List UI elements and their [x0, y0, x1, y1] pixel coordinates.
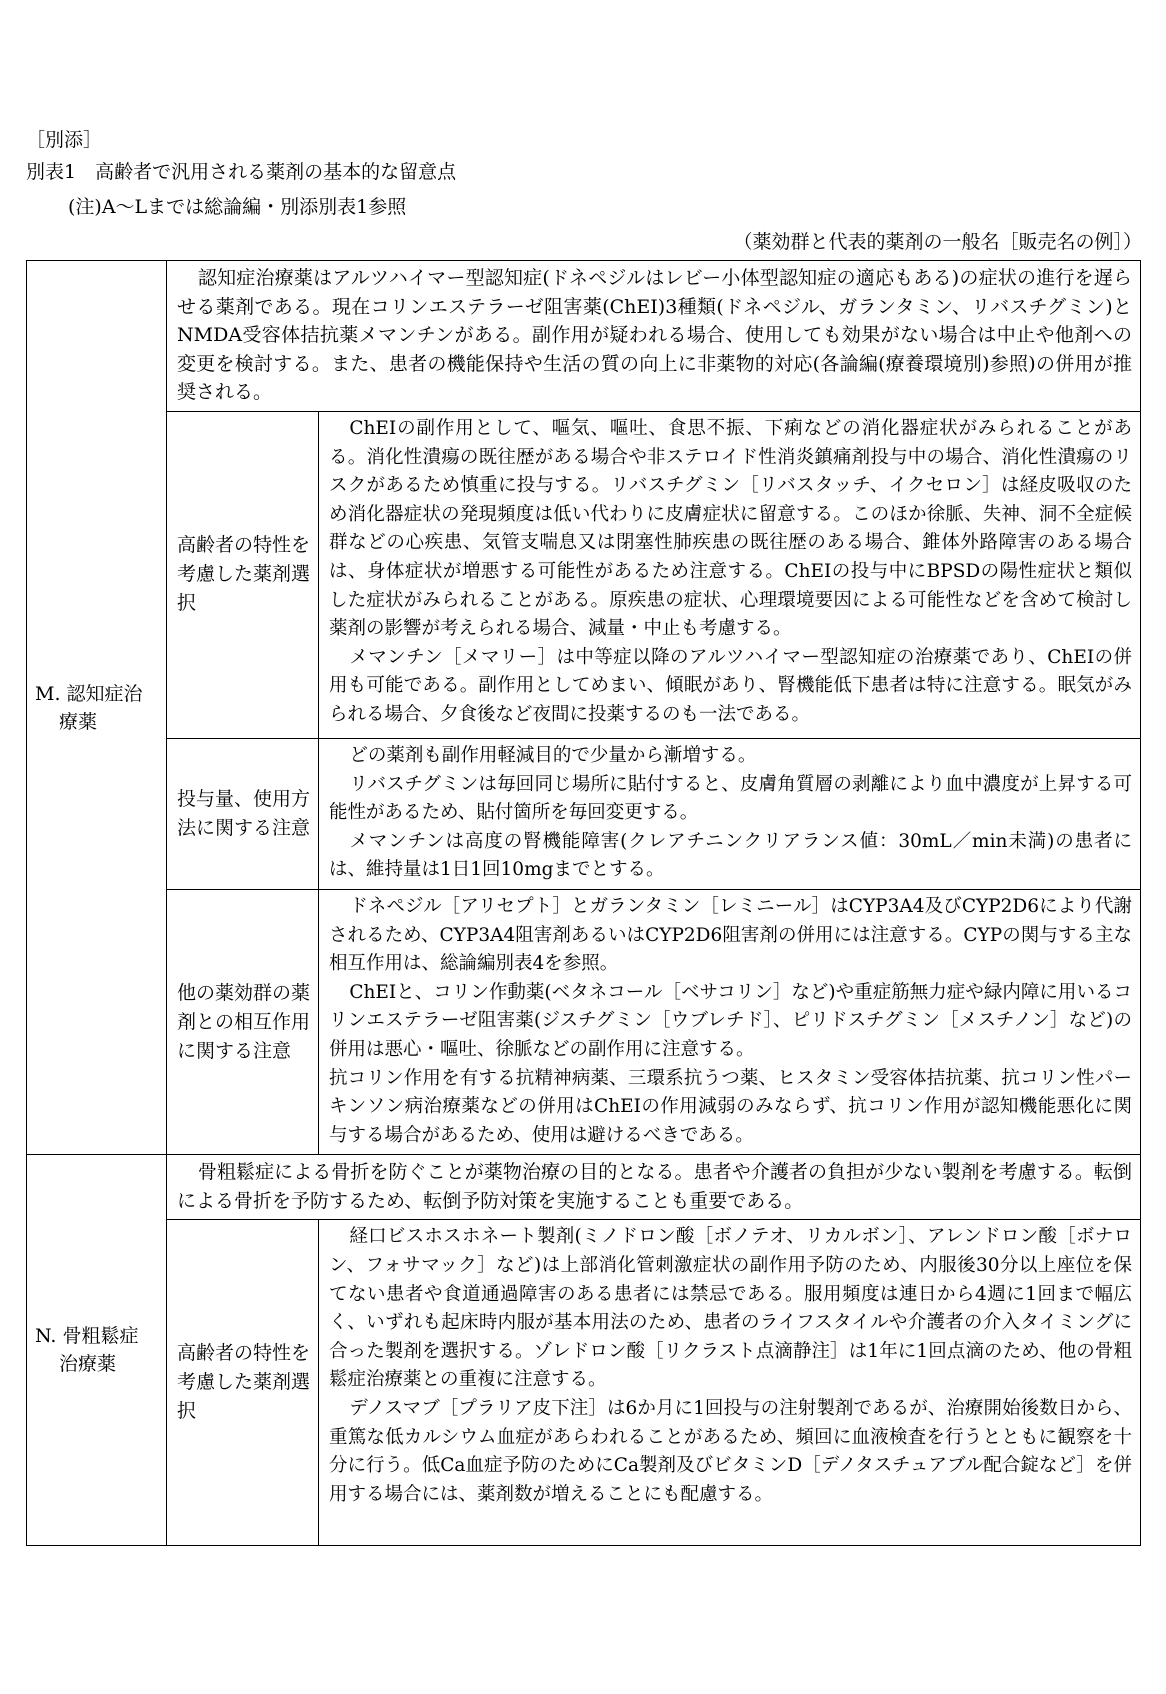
content-paragraph: リバスチグミンは毎回同じ場所に貼付すると、皮膚角質層の剥離により血中濃度が上昇する可能性があるため、貼付箇所を毎回変更する。	[329, 773, 1132, 824]
subcategory-cell	[167, 738, 319, 889]
drug-table	[26, 260, 1141, 1546]
content-cell	[319, 411, 1141, 738]
content-paragraph: ドネペジル［アリセプト］とガランタミン［レミニール］はCYP3A4及びCYP2D6により代謝されるため、CYP3A4阻害剤あるいはCYP2D6阻害剤の併用には注意する。CYPの関与する主な相互作用は、総論編別表4を参照。	[329, 895, 1132, 975]
content-paragraph: ChEIと、コリン作動薬(ベタネコール［ベサコリン］など)や重症筋無力症や緑内障に用いるコリンエステラーゼ阻害薬(ジスチグミン［ウブレチド］、ピリドスチグミン［メスチノン］など)の併用は悪心・嘔吐、徐脈などの副作用に注意する。	[329, 981, 1132, 1060]
subcategory-label: 投与量、使用方法に関する注意	[177, 787, 311, 839]
category-cell-m	[27, 261, 167, 1155]
table-row	[27, 411, 1141, 738]
intro-cell	[167, 261, 1141, 412]
section-intro: 認知症治療薬はアルツハイマー型認知症(ドネペジルはレビー小体型認知症の適応もある)の症状の進行を遅らせる薬剤である。現在コリンエステラーゼ阻害薬(ChEI)3種類(ドネペジル、ガランタミン、リバスチグミン)とNMDA受容体拮抗薬メマンチンがある。副作用が疑われる場合、使用しても効果がない場合は中止や他剤への変更を検討する。また、患者の機能保持や生活の質の向上に非薬物的対応(各論編(療養環境別)参照)の併用が推奨される。	[177, 267, 1132, 404]
section-intro: 骨粗鬆症による骨折を防ぐことが薬物治療の目的となる。患者や介護者の負担が少ない製剤を考慮する。転倒による骨折を予防するため、転倒予防対策を実施することも重要である。	[177, 1161, 1132, 1212]
subcategory-label: 高齢者の特性を考慮した薬剤選択	[177, 1342, 311, 1423]
category-cell-n	[27, 1155, 167, 1546]
subcategory-cell	[167, 1220, 319, 1546]
attachment-label: ［別添］	[26, 129, 103, 151]
category-label-line1: M. 認知症治	[35, 682, 143, 705]
category-label-line2: 療薬	[59, 710, 98, 733]
content-paragraph: メマンチンは高度の腎機能障害(クレアチニンクリアランス値：30mL／min未満)の患者には、維持量は1日1回10mgまでとする。	[329, 830, 1132, 881]
table-row	[27, 261, 1141, 412]
subcategory-label: 高齢者の特性を考慮した薬剤選択	[177, 534, 311, 615]
content-cell	[319, 889, 1141, 1154]
table-note: (注)A～Lまでは総論編・別添別表1参照	[68, 196, 407, 218]
subcategory-cell	[167, 889, 319, 1154]
table-title: 別表1 高齢者で汎用される薬剤の基本的な留意点	[26, 161, 457, 183]
table-row	[27, 738, 1141, 889]
subcategory-cell	[167, 411, 319, 738]
table-row	[27, 1220, 1141, 1546]
intro-cell	[167, 1155, 1141, 1220]
content-paragraph: デノスマブ［プラリア皮下注］は6か月に1回投与の注射製剤であるが、治療開始後数日から、重篤な低カルシウム血症があらわれることがあるため、頻回に血液検査を行うとともに観察を十分に行う。低Ca血症予防のためにCa製剤及びビタミンD［デノタスチュアブル配合錠など］を併用する場合には、薬剤数が増えることにも配慮する。	[329, 1398, 1132, 1505]
content-paragraph: どの薬剤も副作用軽減目的で少量から漸増する。	[349, 744, 757, 766]
category-label-line1: N. 骨粗鬆症	[35, 1325, 139, 1348]
content-paragraph: メマンチン［メマリー］は中等症以降のアルツハイマー型認知症の治療薬であり、ChEIの併用も可能である。副作用としてめまい、傾眠があり、腎機能低下患者は特に注意する。眠気がみられる場合、夕食後など夜間に投薬するのも一法である。	[329, 646, 1132, 725]
content-cell	[319, 1220, 1141, 1546]
table-legend: （薬効群と代表的薬剤の一般名［販売名の例］）	[733, 231, 1142, 253]
table-row	[27, 1155, 1141, 1220]
category-label-line2: 治療薬	[59, 1353, 117, 1376]
subcategory-label: 他の薬効群の薬剤との相互作用に関する注意	[177, 981, 311, 1062]
content-paragraph: ChEIの副作用として、嘔気、嘔吐、食思不振、下痢などの消化器症状がみられることがある。消化性潰瘍の既往歴がある場合や非ステロイド性消炎鎮痛剤投与中の場合、消化性潰瘍のリスクがあるため慎重に投与する。リバスチグミン［リバスタッチ、イクセロン］は経皮吸収のため消化器症状の発現頻度は低い代わりに皮膚症状に留意する。このほか徐脈、失神、洞不全症候群などの心疾患、気管支喘息又は閉塞性肺疾患の既往歴のある場合、錐体外路障害のある場合は、身体症状が増悪する可能性があるため注意する。ChEIの投与中にBPSDの陽性症状と類似した症状がみられることがある。原疾患の症状、心理環境要因による可能性などを含めて検討し薬剤の影響が考えられる場合、減量・中止も考慮する。	[329, 417, 1132, 640]
content-paragraph: 経口ビスホスホネート製剤(ミノドロン酸［ボノテオ、リカルボン］、アレンドロン酸［ボナロン、フォサマック］など)は上部消化管刺激症状の副作用予防のため、内服後30分以上座位を保てない患者や食道通過障害のある患者には禁忌である。服用頻度は連日から4週に1回まで幅広く、いずれも起床時内服が基本用法のため、患者のライフスタイルや介護者の介入タイミングに合った製剤を選択する。ゾレドロン酸［リクラスト点滴静注］は1年に1回点滴のため、他の骨粗鬆症治療薬との重複に注意する。	[329, 1226, 1132, 1391]
table-row	[27, 889, 1141, 1154]
content-paragraph: 抗コリン作用を有する抗精神病薬、三環系抗うつ薬、ヒスタミン受容体拮抗薬、抗コリン性パーキンソン病治療薬などの併用はChEIの作用減弱のみならず、抗コリン作用が認知機能悪化に関与する場合があるため、使用は避けるべきである。	[329, 1067, 1132, 1146]
content-cell	[319, 738, 1141, 889]
